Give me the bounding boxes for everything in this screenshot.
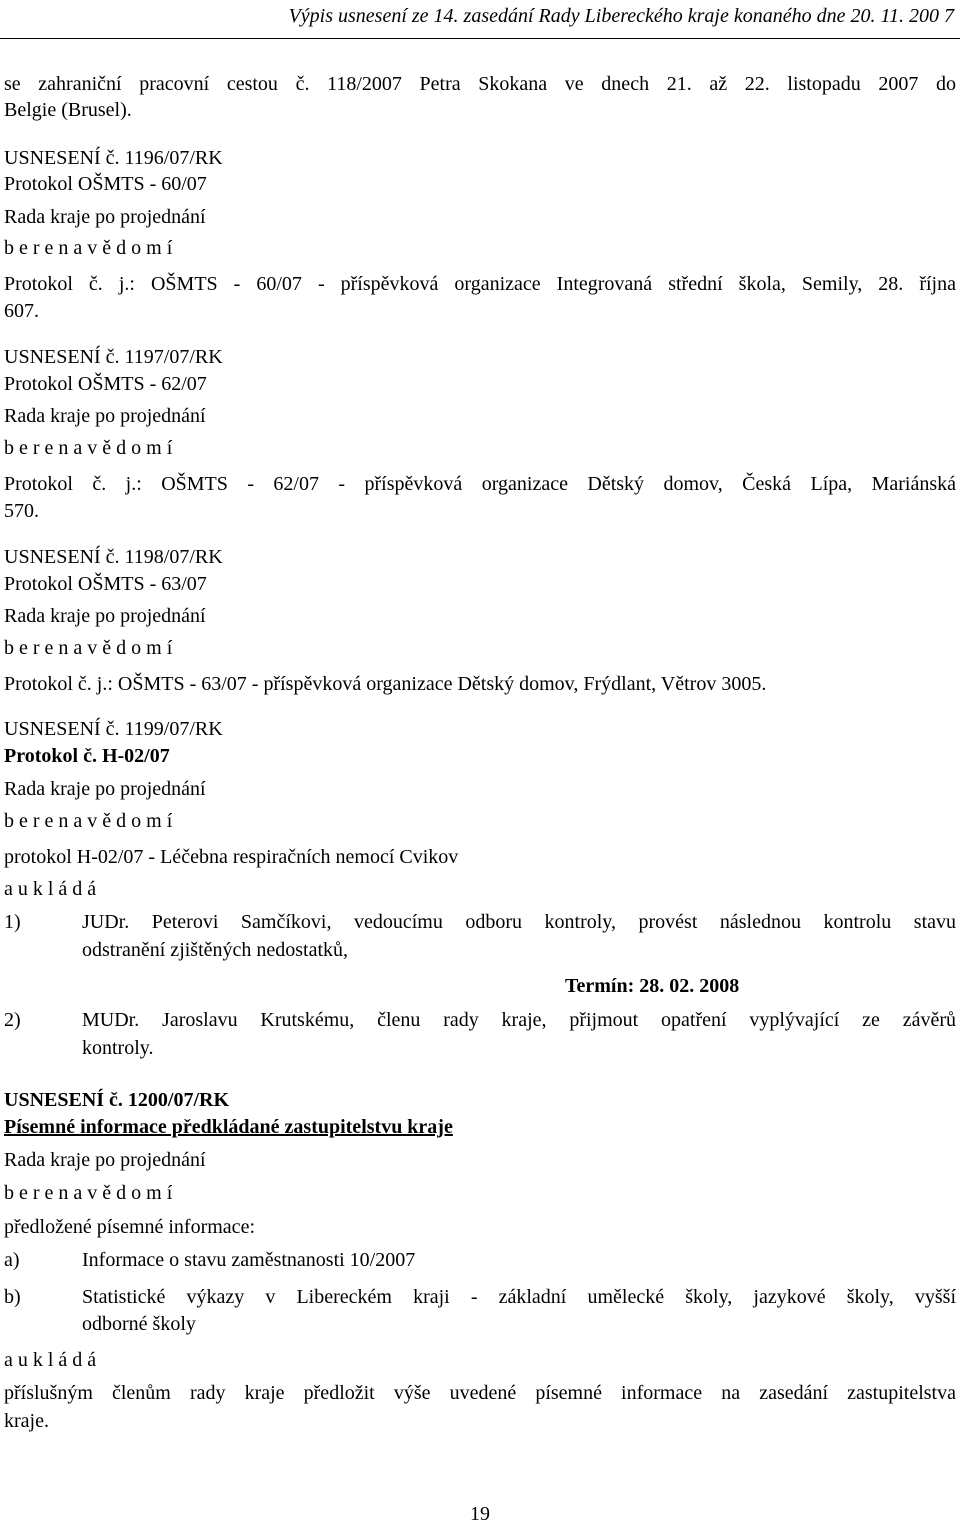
resolution-1197-text-1: Protokol č. j.: OŠMTS - 62/07 - příspěvková organizace Dětský domov, Česká Lípa, Mariánská — [4, 473, 956, 495]
resolution-1199-item-2-line-1: MUDr. Jaroslavu Krutskému, členu rady kraje, přijmout opatření vyplývající ze závěrů — [82, 1009, 956, 1031]
resolution-1200-item-a-line-1: Informace o stavu zaměstnanosti 10/2007 — [82, 1249, 416, 1271]
resolution-1198-text-1: Protokol č. j.: OŠMTS - 63/07 - příspěvková organizace Dětský domov, Frýdlant, Větrov 3005. — [4, 673, 767, 695]
resolution-1199-title: Protokol č. H-02/07 — [4, 745, 170, 767]
resolution-1196-text-1: Protokol č. j.: OŠMTS - 60/07 - příspěvková organizace Integrovaná střední škola, Semily, 28. října — [4, 273, 956, 295]
resolution-1198-intro: Rada kraje po projednání — [4, 605, 206, 627]
resolution-1196-text-2: 607. — [4, 300, 39, 322]
resolution-1196-intro: Rada kraje po projednání — [4, 206, 206, 228]
intro-line-2: Belgie (Brusel). — [4, 99, 132, 121]
resolution-1200-item-b-line-1: Statistické výkazy v Libereckém kraji - základní umělecké školy, jazykové školy, vyšší — [82, 1286, 956, 1308]
resolution-1197-number: USNESENÍ č. 1197/07/RK — [4, 346, 223, 368]
resolution-1200-number: USNESENÍ č. 1200/07/RK — [4, 1089, 230, 1111]
resolution-1196-verb: b e r e n a v ě d o m í — [4, 237, 173, 259]
resolution-1199-item-1-number: 1) — [4, 911, 21, 933]
intro-line-1: se zahraniční pracovní cestou č. 118/2007 Petra Skokana ve dnech 21. až 22. listopadu 2007 do — [4, 73, 956, 95]
resolution-1200-title: Písemné informace předkládané zastupitelstvu kraje — [4, 1116, 453, 1138]
resolution-1199-verb-2: a u k l á d á — [4, 878, 97, 900]
resolution-1200-item-a-number: a) — [4, 1249, 20, 1271]
resolution-1200-verb: b e r e n a v ě d o m í — [4, 1182, 173, 1204]
resolution-1196-title: Protokol OŠMTS - 60/07 — [4, 173, 207, 195]
resolution-1198-title: Protokol OŠMTS - 63/07 — [4, 573, 207, 595]
resolution-1199-text-1: protokol H-02/07 - Léčebna respiračních nemocí Cvikov — [4, 846, 459, 868]
resolution-1196-number: USNESENÍ č. 1196/07/RK — [4, 147, 223, 169]
resolution-1198-number: USNESENÍ č. 1198/07/RK — [4, 546, 223, 568]
resolution-1200-text-1: předložené písemné informace: — [4, 1216, 255, 1238]
resolution-1199-verb: b e r e n a v ě d o m í — [4, 810, 173, 832]
resolution-1199-item-1-line-2: odstranění zjištěných nedostatků, — [82, 939, 349, 961]
page-number: 19 — [470, 1503, 490, 1525]
resolution-1200-closing-1: příslušným členům rady kraje předložit výše uvedené písemné informace na zasedání zastupitelstva — [4, 1382, 956, 1404]
resolution-1197-title: Protokol OŠMTS - 62/07 — [4, 373, 207, 395]
resolution-1200-item-b-line-2: odborné školy — [82, 1313, 196, 1335]
resolution-1199-intro: Rada kraje po projednání — [4, 778, 206, 800]
resolution-1200-verb-2: a u k l á d á — [4, 1349, 97, 1371]
resolution-1200-item-b-number: b) — [4, 1286, 21, 1308]
resolution-1200-intro: Rada kraje po projednání — [4, 1149, 206, 1171]
resolution-1199-item-2-number: 2) — [4, 1009, 21, 1031]
running-header: Výpis usnesení ze 14. zasedání Rady Libereckého kraje konaného dne 20. 11. 200 7 — [288, 5, 954, 27]
header-rule — [0, 38, 960, 39]
resolution-1199-item-1-deadline: Termín: 28. 02. 2008 — [565, 975, 740, 997]
resolution-1197-verb: b e r e n a v ě d o m í — [4, 437, 173, 459]
resolution-1197-intro: Rada kraje po projednání — [4, 405, 206, 427]
resolution-1199-item-1-line-1: JUDr. Peterovi Samčíkovi, vedoucímu odboru kontroly, provést následnou kontrolu stavu — [82, 911, 956, 933]
resolution-1198-verb: b e r e n a v ě d o m í — [4, 637, 173, 659]
resolution-1197-text-2: 570. — [4, 500, 39, 522]
resolution-1199-item-2-line-2: kontroly. — [82, 1037, 154, 1059]
resolution-1199-number: USNESENÍ č. 1199/07/RK — [4, 718, 223, 740]
resolution-1200-closing-2: kraje. — [4, 1410, 49, 1432]
